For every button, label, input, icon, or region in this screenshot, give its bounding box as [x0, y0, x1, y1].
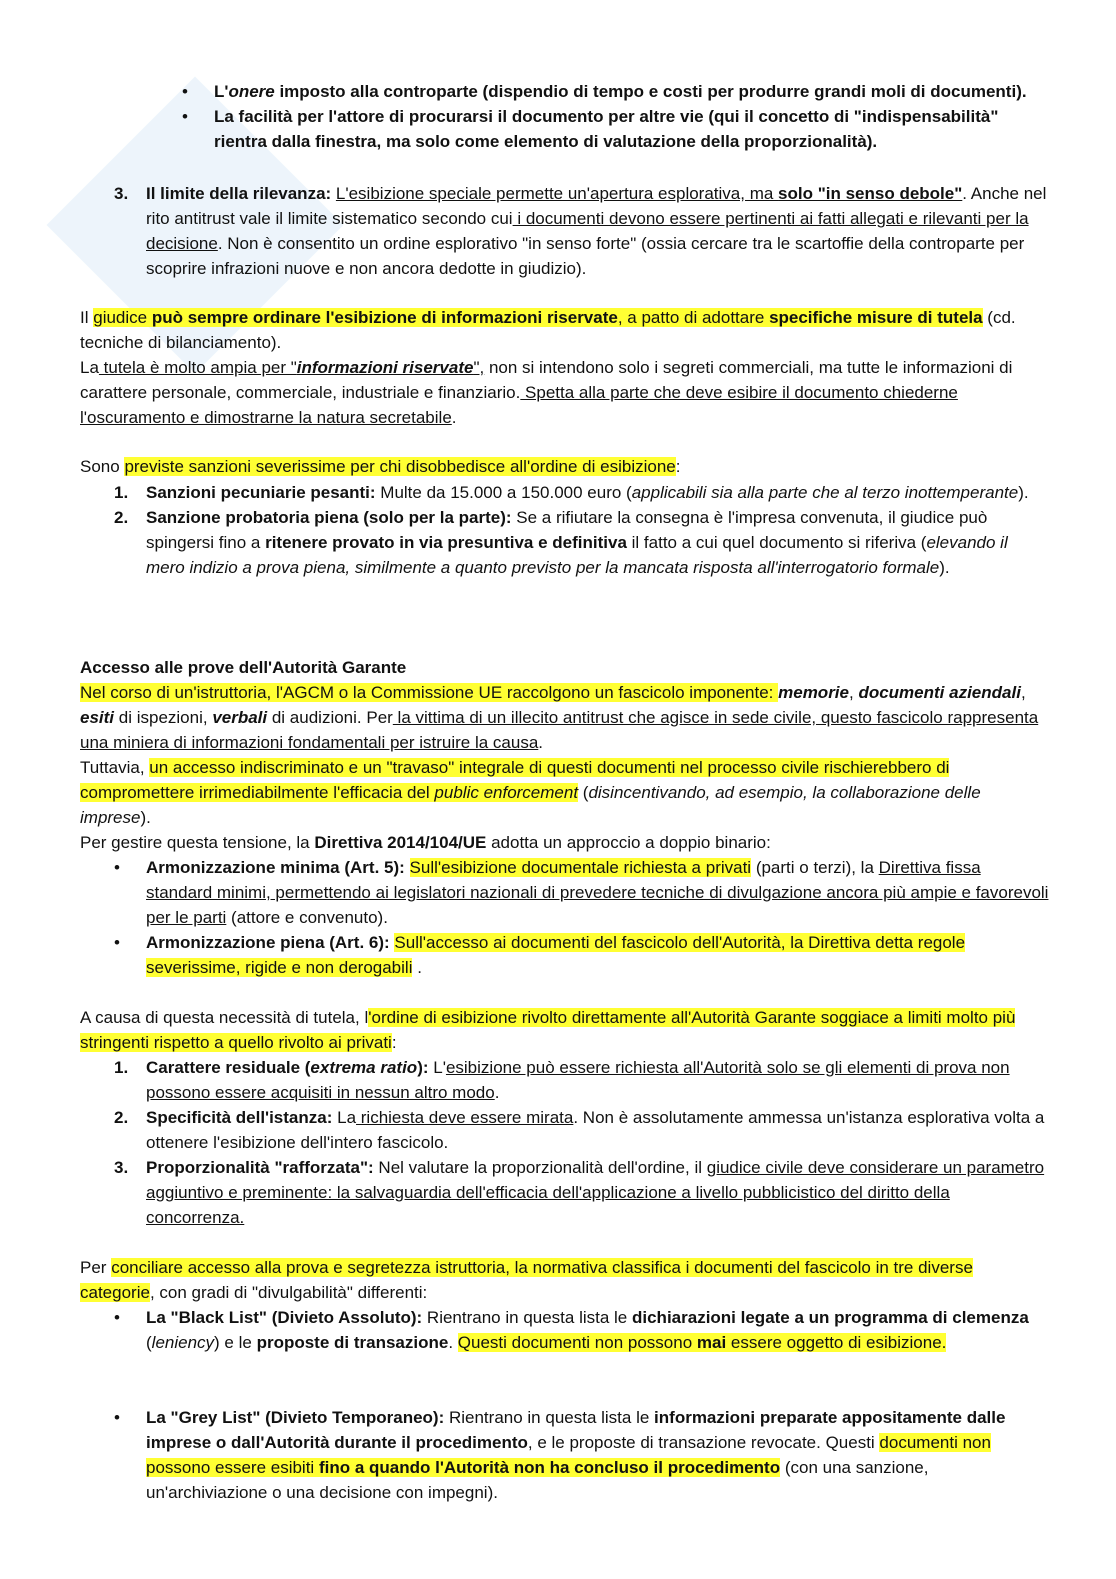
text-run: giudice — [93, 308, 152, 327]
text-run: la vittima di un illecito antitrust che agisce in sede civile, questo fascicolo rappresenta una miniera di informazioni fondamentali per istruire la causa — [80, 708, 1039, 752]
list-item: 3. Il limite della rilevanza: L'esibizione speciale permette un'apertura esplorativa, ma solo "in senso debole". Anche nel rito antitrust vale il limite sistematico secondo cui i documenti devono essere pertinenti ai fatti allegati e rilevanti per la decisione. Non è consentito un ordine esplorativo "in senso forte" (ossia cercare tra le scartoffie della controparte per scoprire infrazioni nuove e non ancora dedotte in giudizio). — [114, 184, 1047, 278]
text-run: ) e le — [214, 1333, 257, 1352]
text-run: . Non è consentito un ordine esplorativo "in senso forte" ( — [217, 234, 647, 253]
text-run: . — [412, 958, 422, 977]
list-item: 2. Specificità dell'istanza: La richiesta deve essere mirata. Non è assolutamente ammessa un'istanza esplorativa volta a ottenere l'esibizione dell'intero fascicolo. — [114, 1108, 1045, 1152]
text-run: Per — [80, 1258, 112, 1277]
text-run: Sull'esibizione documentale richiesta a privati — [409, 858, 752, 877]
text-run: ). — [576, 259, 587, 278]
paragraph — [80, 755, 1050, 830]
text-run: informazioni preparate appositamente dalle imprese o dall'Autorità durante il procedimento — [146, 1408, 1006, 1452]
text-run: L' — [214, 82, 229, 101]
list-item — [80, 1305, 1050, 1355]
text-run: Multe da 15.000 a 150.000 euro ( — [375, 483, 632, 502]
list-item: 2. Sanzione probatoria piena (solo per la parte): Se a rifiutare la consegna è l'impresa convenuta, il giudice può spingersi fino a ritenere provato in via presuntiva e definitiva il fatto a cui quel documento si riferiva (elevando il mero indizio a prova piena, similmente a quanto previsto per la mancata risposta all'interrogatorio formale). — [114, 508, 1008, 577]
text-run: ( — [146, 1333, 152, 1352]
text-run: il fatto a cui quel documento si riferiva ( — [626, 533, 927, 552]
text-run: Spetta alla parte che deve esibire il documento chiederne l'oscuramento e dimostrarne la natura secretabile — [80, 383, 958, 427]
text-run: leniency — [151, 1333, 215, 1352]
text-run: (parti o terzi), la — [751, 858, 879, 877]
text-run: Tuttavia, — [80, 758, 150, 777]
text-run: La — [332, 1108, 357, 1127]
list-item — [80, 104, 1050, 154]
text-run: documenti non possono essere esibiti — [146, 1433, 991, 1477]
paragraph — [80, 830, 1050, 855]
text-run: giudice civile deve considerare un parametro aggiuntivo e preminente: la salvaguardia dell'efficacia dell'applicazione a livello pubblicistico del diritto della concorrenza. — [146, 1158, 1045, 1227]
text-run: . — [494, 1083, 500, 1102]
text-run: ( — [578, 783, 589, 802]
text-run: ). — [140, 808, 151, 827]
text-run: richiesta deve essere mirata — [356, 1108, 574, 1127]
text-run: tutela è molto ampia per " — [98, 358, 297, 377]
numbered-list — [80, 480, 1050, 580]
text-run: Specificità dell'istanza: — [146, 1108, 333, 1127]
text-run: memorie — [778, 683, 849, 702]
text-run: ): — [417, 1058, 429, 1077]
text-run: La "Grey List" (Divieto Temporaneo): — [146, 1408, 445, 1427]
text-run: elevando il mero indizio a prova piena, similmente a quanto previsto per la mancata risposta all'interrogatorio formale — [146, 533, 1008, 577]
text-run: : — [391, 1033, 397, 1052]
text-run: conciliare accesso alla prova e segretezza istruttoria, la normativa classifica i documenti del fascicolo in tre diverse categorie — [80, 1258, 973, 1302]
text-run: Accesso alle prove dell'Autorità Garante — [80, 658, 407, 677]
text-run: solo "in senso debole" — [778, 184, 963, 203]
text-run: applicabili sia alla parte che al terzo inottemperante — [631, 483, 1019, 502]
text-run: i documenti devono essere pertinenti ai fatti allegati e rilevanti per la decisione — [146, 209, 1029, 253]
text-run: essere oggetto di esibizione. — [726, 1333, 947, 1352]
text-run: , e le proposte di transazione revocate. Questi — [527, 1433, 880, 1452]
text-run: ossia cercare tra le scartoffie della controparte per scoprire infrazioni nuove e non ancora dedotte in giudizio — [146, 234, 1025, 278]
list-item: 1. Carattere residuale (extrema ratio): L'esibizione può essere richiesta all'Autorità solo se gli elementi di prova non possono essere acquisiti in nessun altro modo. — [114, 1058, 1010, 1102]
paragraph — [80, 1255, 1050, 1305]
text-run: public enforcement — [434, 783, 579, 802]
bullet-list — [80, 79, 1050, 154]
text-run: fino a quando l'Autorità non ha concluso il procedimento — [318, 1458, 781, 1477]
section-heading — [80, 655, 1050, 680]
text-run: Se a rifiutare la consegna è l'impresa convenuta, il giudice può spingersi fino a — [146, 508, 988, 552]
text-run: , con gradi di "divulgabilità" differenti: — [149, 1283, 428, 1302]
paragraph — [80, 680, 1050, 755]
text-run: La facilità per l'attore di procurarsi il documento per altre vie (qui il concetto di "indispensabilità" rientra dalla finestra, ma solo come elemento di valutazione della proporzionalità). — [214, 107, 999, 151]
text-run: onere — [228, 82, 275, 101]
text-run: Direttiva fissa standard minimi, permettendo ai legislatori nazionali di prevedere tecniche di divulgazione ancora più ampie e favorevoli per le parti — [146, 858, 1049, 927]
text-run: Carattere residuale ( — [146, 1058, 311, 1077]
bullet-list — [80, 855, 1050, 980]
text-run: un accesso indiscriminato e un "travaso" integrale di questi documenti nel processo civile rischierebbero di compromettere irrimediabilmente l'efficacia del — [80, 758, 950, 802]
text-run: adotta un approccio a doppio binario: — [486, 833, 771, 852]
text-run: La "Black List" (Divieto Assoluto): — [146, 1308, 423, 1327]
numbered-list — [80, 181, 1050, 281]
text-run: documenti aziendali — [858, 683, 1021, 702]
text-run: di ispezioni, — [114, 708, 213, 727]
text-run: Rientrano in questa lista le — [444, 1408, 655, 1427]
text-run: (con una sanzione, un'archiviazione o una decisione con impegni). — [146, 1458, 929, 1502]
text-run: ritenere provato in via presuntiva e definitiva — [265, 533, 627, 552]
numbered-list — [80, 1055, 1050, 1230]
text-run: Il limite della rilevanza: — [146, 184, 336, 203]
bullet-list — [80, 1405, 1050, 1505]
text-run: specifiche misure di tutela — [769, 308, 983, 327]
text-run: : — [675, 457, 681, 476]
list-item — [80, 855, 1050, 930]
text-run: Sanzione probatoria piena (solo per la parte): — [146, 508, 512, 527]
list-item — [80, 79, 1050, 104]
text-run: A causa di questa necessità di tutela, l — [80, 1008, 369, 1027]
text-run: ). — [1018, 483, 1029, 502]
text-run: . Anche nel rito antitrust vale il limite sistematico secondo cui — [146, 184, 1047, 228]
text-run: (cd. tecniche di bilanciamento). — [80, 308, 1016, 352]
text-run: . — [538, 733, 544, 752]
text-run: Sanzioni pecuniarie pesanti: — [146, 483, 376, 502]
text-run: Questi documenti non possono — [457, 1333, 697, 1352]
text-run: disincentivando, ad esempio, la collaborazione delle imprese — [80, 783, 981, 827]
text-run: può sempre ordinare l'esibizione di informazioni riservate — [151, 308, 618, 327]
text-run: esiti — [80, 708, 115, 727]
paragraph — [80, 454, 1050, 479]
text-run: proposte di transazione — [256, 1333, 449, 1352]
text-run: previste sanzioni severissime per chi disobbedisce all'ordine di esibizione — [124, 457, 676, 476]
text-run: Per gestire questa tensione, la — [80, 833, 315, 852]
list-item — [80, 1405, 1050, 1505]
text-run: Nel valutare la proporzionalità dell'ordine, il — [373, 1158, 707, 1177]
text-run: Armonizzazione minima (Art. 5): — [146, 858, 405, 877]
list-item: 1. Sanzioni pecuniarie pesanti: Multe da 15.000 a 150.000 euro (applicabili sia alla parte che al terzo inottemperante). — [114, 483, 1029, 502]
text-run: (attore e convenuto). — [226, 908, 388, 927]
text-run: Rientrano in questa lista le — [422, 1308, 632, 1327]
text-run: , — [1020, 683, 1026, 702]
text-run: mai — [696, 1333, 727, 1352]
paragraph — [80, 355, 1050, 430]
text-run: Proporzionalità "rafforzata": — [146, 1158, 374, 1177]
text-run: Sono — [80, 457, 125, 476]
text-run: Sull'accesso ai documenti del fascicolo dell'Autorità, la Direttiva detta regole severissime, rigide e non derogabili — [146, 933, 966, 977]
text-run: extrema ratio — [310, 1058, 418, 1077]
text-run: di audizioni. Per — [267, 708, 393, 727]
text-run: Armonizzazione piena (Art. 6): — [146, 933, 390, 952]
text-run: Direttiva 2014/104/UE — [314, 833, 487, 852]
text-run: Nel corso di un'istruttoria, l'AGCM o la Commissione UE raccolgono un fascicolo imponente: — [80, 683, 779, 702]
text-run: , — [849, 683, 859, 702]
text-run: non si intendono solo i segreti commerciali, ma tutte le informazioni di carattere personale, commerciale, industriale e finanziario. — [80, 358, 1013, 402]
text-run: Il — [80, 308, 94, 327]
text-run: . — [448, 1333, 458, 1352]
list-item: 3. Proporzionalità "rafforzata": Nel valutare la proporzionalità dell'ordine, il giudice civile deve considerare un parametro aggiuntivo e preminente: la salvaguardia dell'efficacia dell'applicazione a livello pubblicistico del diritto della concorrenza. — [114, 1158, 1045, 1227]
paragraph — [80, 305, 1050, 355]
text-run: , a patto di adottare — [617, 308, 770, 327]
text-run: . — [451, 408, 457, 427]
text-run: 'ordine di esibizione rivolto direttamente all'Autorità Garante soggiace a limiti molto più stringenti rispetto a quello rivolto ai privati — [80, 1008, 1016, 1052]
text-run: ", — [473, 358, 485, 377]
text-run: L'esibizione speciale permette un'apertura esplorativa, ma — [335, 184, 779, 203]
text-run: esibizione può essere richiesta all'Autorità solo se gli elementi di prova non possono essere acquisiti in nessun altro modo — [146, 1058, 1010, 1102]
paragraph — [80, 1005, 1050, 1055]
bullet-list — [80, 1305, 1050, 1355]
text-run: dichiarazioni legate a un programma di clemenza — [632, 1308, 1029, 1327]
text-run: ). — [939, 558, 950, 577]
list-item — [80, 930, 1050, 980]
text-run: informazioni riservate — [296, 358, 474, 377]
text-run: L' — [428, 1058, 446, 1077]
text-run: verbali — [212, 708, 268, 727]
text-run: imposto alla controparte (dispendio di tempo e costi per produrre grandi moli di documenti). — [274, 82, 1027, 101]
text-run: La — [80, 358, 99, 377]
text-run — [405, 858, 410, 877]
text-run: . Non è assolutamente ammessa un'istanza esplorativa volta a ottenere l'esibizione dell'intero fascicolo. — [146, 1108, 1045, 1152]
